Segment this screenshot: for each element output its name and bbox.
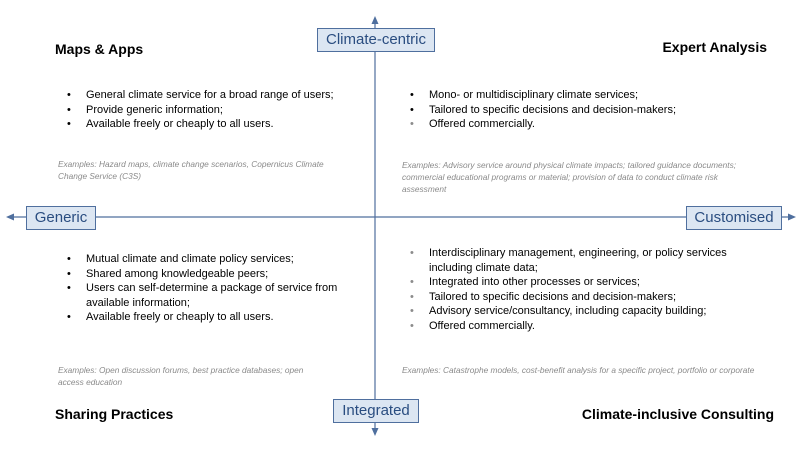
quadrant-title-maps-apps: Maps & Apps [55,41,144,57]
bullet-list-climate-inclusive-consulting [409,246,754,334]
list-item: • Available freely or cheaply to all users. [66,117,356,132]
axis-label-bottom: Integrated [333,399,419,423]
list-item: • Advisory service/consultancy, including capacity building; [409,304,754,319]
examples-maps-apps: Examples: Hazard maps, climate change scenarios, Copernicus Climate Change Service (C3S) [58,159,324,181]
quadrant-title-expert-analysis: Expert Analysis [662,39,767,55]
list-item: • Shared among knowledgeable peers; [66,267,356,282]
axis-label-top: Climate-centric [317,28,435,52]
arrow-right-icon [788,214,796,221]
list-item: • Offered commercially. [409,319,754,334]
list-item: • Users can self-determine a package of service from available information; [66,281,356,310]
examples-expert-analysis: Examples: Advisory service around physical climate impacts; tailored guidance documents; commercial educational programs or material; provision of data to conduct climate risk assessment [402,160,737,194]
list-item: • Offered commercially. [409,117,749,132]
list-item: • Provide generic information; [66,103,356,118]
arrow-down-icon [372,428,379,436]
bullet-list-sharing-practices [66,252,356,325]
list-item: • Integrated into other processes or services; [409,275,754,290]
quadrant-title-sharing-practices: Sharing Practices [55,406,174,422]
examples-climate-inclusive-consulting: Examples: Catastrophe models, cost-benefit analysis for a specific project, portfolio or corporate [402,365,755,375]
arrow-left-icon [6,214,14,221]
list-item: • Interdisciplinary management, engineering, or policy services including climate data; [409,246,754,275]
axis-label-right: Customised [686,206,782,230]
list-item: • Mutual climate and climate policy services; [66,252,356,267]
bullet-list-maps-apps [66,88,356,132]
axis-label-left: Generic [26,206,96,230]
quadrant-title-climate-inclusive-consulting: Climate-inclusive Consulting [581,406,774,422]
list-item: • General climate service for a broad range of users; [66,88,356,103]
list-item: • Mono- or multidisciplinary climate services; [409,88,749,103]
bullet-list-expert-analysis [409,88,749,132]
list-item: • Tailored to specific decisions and decision-makers; [409,103,749,118]
examples-sharing-practices: Examples: Open discussion forums, best practice databases; open access education [58,365,304,387]
list-item: • Tailored to specific decisions and decision-makers; [409,290,754,305]
list-item: • Available freely or cheaply to all users. [66,310,356,325]
arrow-up-icon [372,16,379,24]
